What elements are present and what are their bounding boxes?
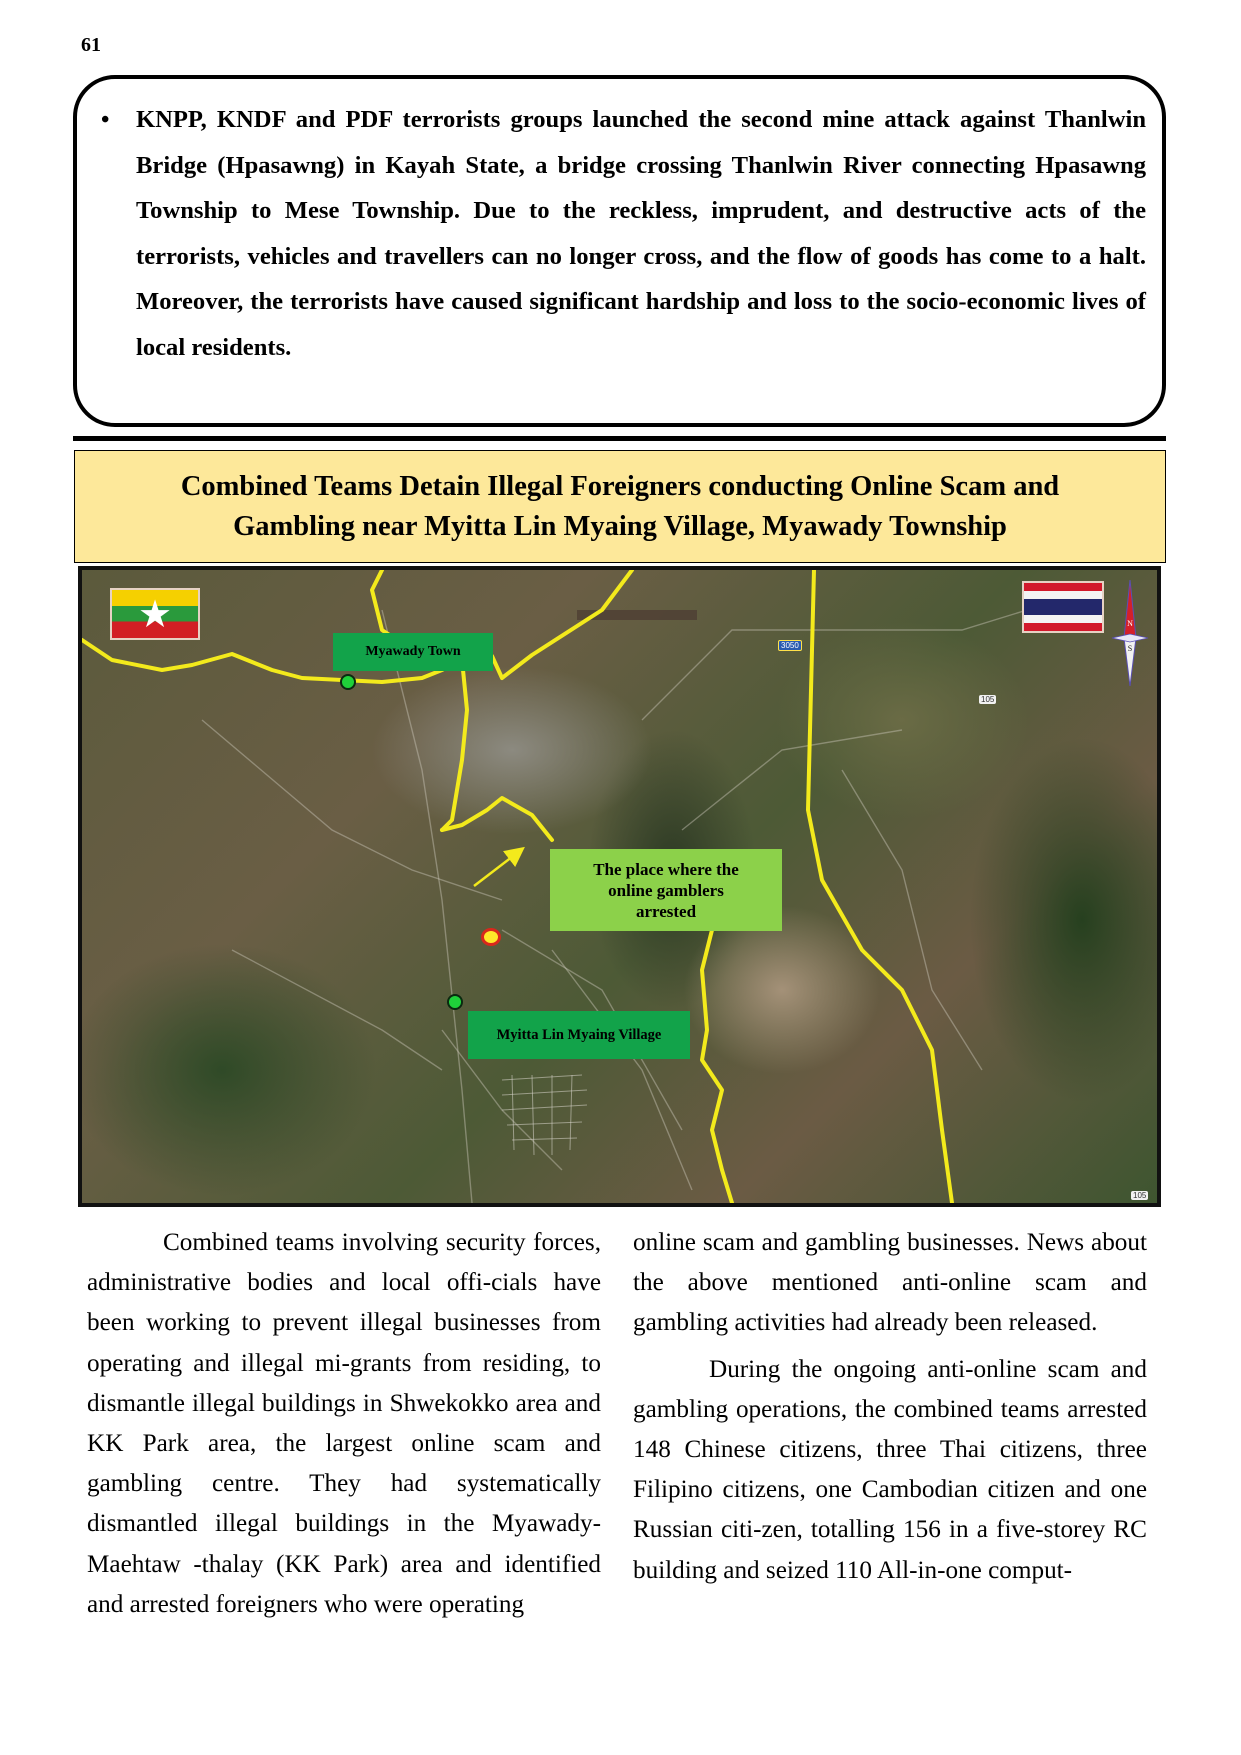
compass-south-label: S	[1127, 644, 1133, 653]
road-sign-105-north: 105	[981, 695, 995, 704]
arrest-label-line-1: The place where the	[593, 859, 739, 879]
headline-line-2: Gambling near Myitta Lin Myaing Village, Myawady Township	[233, 510, 1007, 542]
arrest-label-line-2: online gamblers	[608, 880, 724, 900]
article-paragraph: Combined teams involving security forces, administrative bodies and local offi-cials have been working to prevent illegal businesses from operating and illegal mi-grants from residing, to dismantle illegal buildings in Shwekokko area and KK Park area, the largest online scam and gambling centre. They had systematically dismantled illegal buildings in the Myawady-Maehtaw -thalay (KK Park) area and identified and arrested foreigners who were operating	[87, 1229, 601, 1618]
location-pin-arrest-site	[481, 928, 501, 946]
compass-north-label: N	[1127, 619, 1133, 628]
headline-banner	[74, 450, 1166, 563]
section-divider	[73, 436, 1166, 441]
map-label-myawady-town: Myawady Town	[333, 633, 493, 671]
road-sign-3050: 3050	[778, 640, 802, 651]
compass-rose-icon	[1110, 578, 1150, 688]
article-column-right	[633, 1223, 1147, 1591]
headline-title	[181, 467, 1059, 547]
satellite-map	[78, 566, 1161, 1207]
myanmar-flag-icon	[110, 588, 200, 640]
arrest-label-line-3: arrested	[635, 901, 697, 921]
page-number: 61	[81, 34, 101, 56]
location-pin-myawady-town	[340, 674, 356, 690]
road-sign-105-south: 105	[1133, 1191, 1147, 1200]
star-icon: ★	[138, 594, 173, 636]
map-label-myitta-lin-myaing-village: Myitta Lin Myaing Village	[468, 1011, 690, 1059]
bullet-icon: •	[101, 107, 110, 133]
headline-line-1: Combined Teams Detain Illegal Foreigners conducting Online Scam and	[180, 470, 1060, 502]
article-column-left	[87, 1223, 601, 1625]
map-label-arrest-site	[550, 849, 782, 931]
thailand-flag-icon	[1022, 581, 1104, 633]
bullet-callout-box	[73, 75, 1166, 427]
location-pin-village	[447, 994, 463, 1010]
article-paragraph: online scam and gambling businesses. News about the above mentioned anti-online scam and gambling activities had already been released.	[633, 1229, 1147, 1337]
bullet-text: KNPP, KNDF and PDF terrorists groups launched the second mine attack against Thanlwin Bridge (Hpasawng) in Kayah State, a bridge crossing Thanlwin River connecting Hpasawng Township to Mese Township. Due to the reckless, imprudent, and destructive acts of the terrorists, vehicles and travellers can no longer cross, and the flow of goods has come to a halt. Moreover, the terrorists have caused significant hardship and loss to the socio-economic lives of local residents.	[136, 106, 1146, 361]
article-paragraph: During the ongoing anti-online scam and gambling operations, the combined teams arrested 148 Chinese citizens, three Thai citizens, three Filipino citizens, one Cambodian citizen and one Russian citi-zen, totalling 156 in a five-storey RC building and seized 110 All-in-one comput-	[633, 1355, 1147, 1584]
